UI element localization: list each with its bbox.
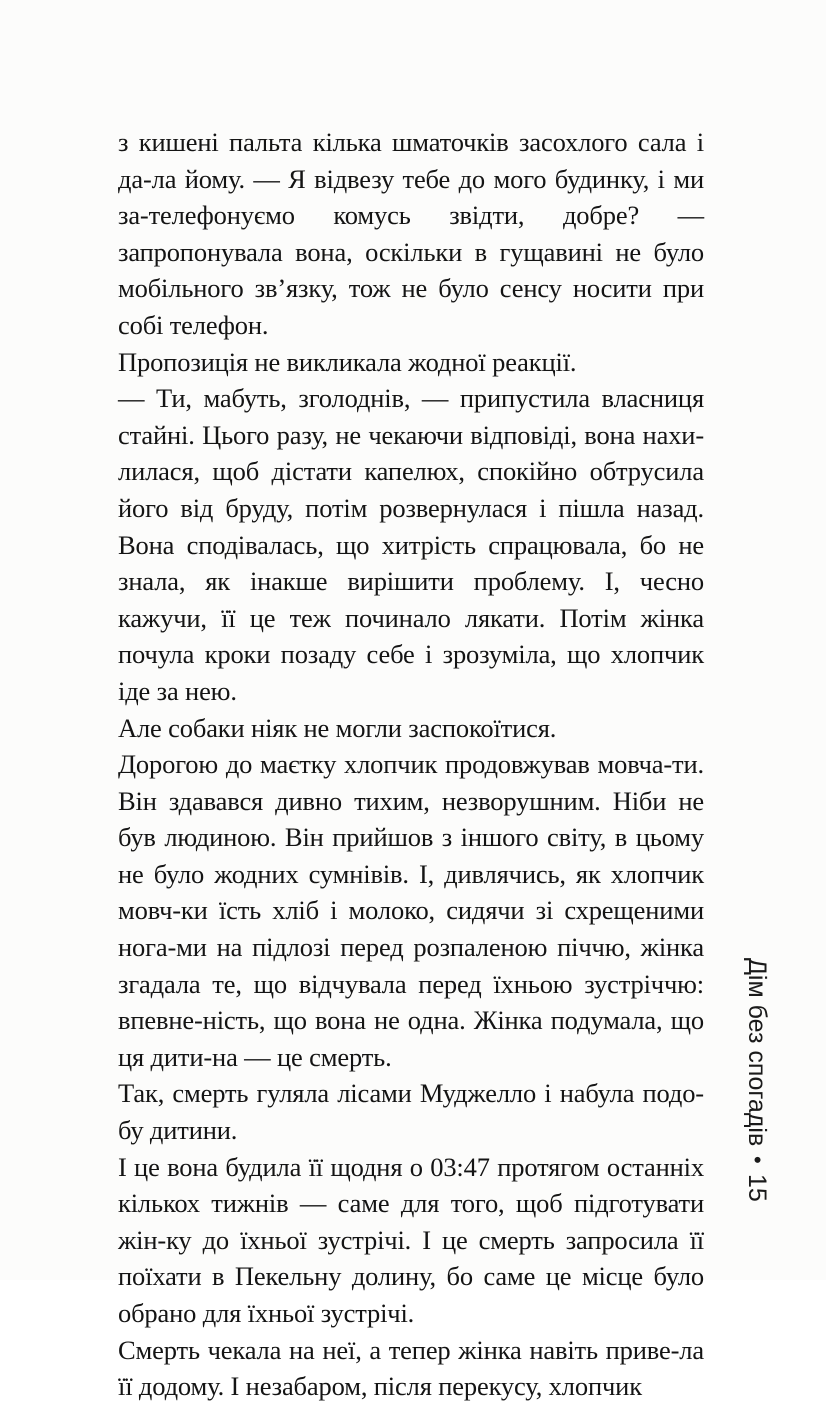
paragraph-1: з кишені пальта кілька шматочків засохлого сала і да-ла йому. — Я відвезу тебе до мого будинку, і ми за-телефонуємо комусь звідти, добре? — запропонувала вона, оскільки в гущавині не було мобільного зв’язку, тож не було сенсу носити при собі телефон. bbox=[118, 127, 704, 340]
body-text bbox=[118, 124, 704, 1405]
paragraph-3: — Ти, мабуть, зголоднів, — припустила власниця стайні. Цього разу, не чекаючи відповіді, вона нахи-лилася, щоб дістати капелюх, спокійно обтрусила його від бруду, потім розвернулася і пішла назад. Вона сподівалась, що хитрість спрацювала, бо не знала, як інакше вирішити проблему. І, чесно кажучи, її це теж починало лякати. Потім жінка почула кроки позаду себе і зрозуміла, що хлопчик іде за нею. bbox=[118, 383, 704, 706]
paragraph-4: Але собаки ніяк не могли заспокоїтися. bbox=[118, 712, 557, 743]
paragraph-8: Смерть чекала на неї, а тепер жінка навіть приве-ла її додому. І незабаром, після перекусу, хлопчик bbox=[118, 1334, 704, 1402]
paragraph-5: Дорогою до маєтку хлопчик продовжував мовча-ти. Він здавався дивно тихим, незворушним. Ніби не був людиною. Він прийшов з іншого світу, в цьому не було жодних сумнівів. І, дивлячись, як хлопчик мовч-ки їсть хліб і молоко, сидячи зі схрещеними нога-ми на підлозі перед розпаленою піччю, жінка згадала те, що відчувала перед їхньою зустріччю: впевне-ність, що вона не одна. Жінка подумала, що ця дити-на — це смерть. bbox=[118, 749, 704, 1072]
paragraph-6: Так, смерть гуляла лісами Муджелло і набула подо-бу дитини. bbox=[118, 1078, 704, 1146]
paragraph-7: І це вона будила її щодня о 03:47 протягом останніх кількох тижнів — саме для того, щоб підготувати жін-ку до їхньої зустрічі. І це смерть запросила її поїхати в Пекельну долину, бо саме це місце було обрано для їхньої зустрічі. bbox=[118, 1151, 704, 1328]
book-title: Дім без спогадів bbox=[743, 958, 771, 1147]
separator-dot: • bbox=[745, 1156, 770, 1164]
page-number: 15 bbox=[743, 1173, 771, 1202]
running-footer bbox=[742, 958, 772, 1258]
paragraph-2: Пропозиція не викликала жодної реакції. bbox=[118, 346, 577, 377]
